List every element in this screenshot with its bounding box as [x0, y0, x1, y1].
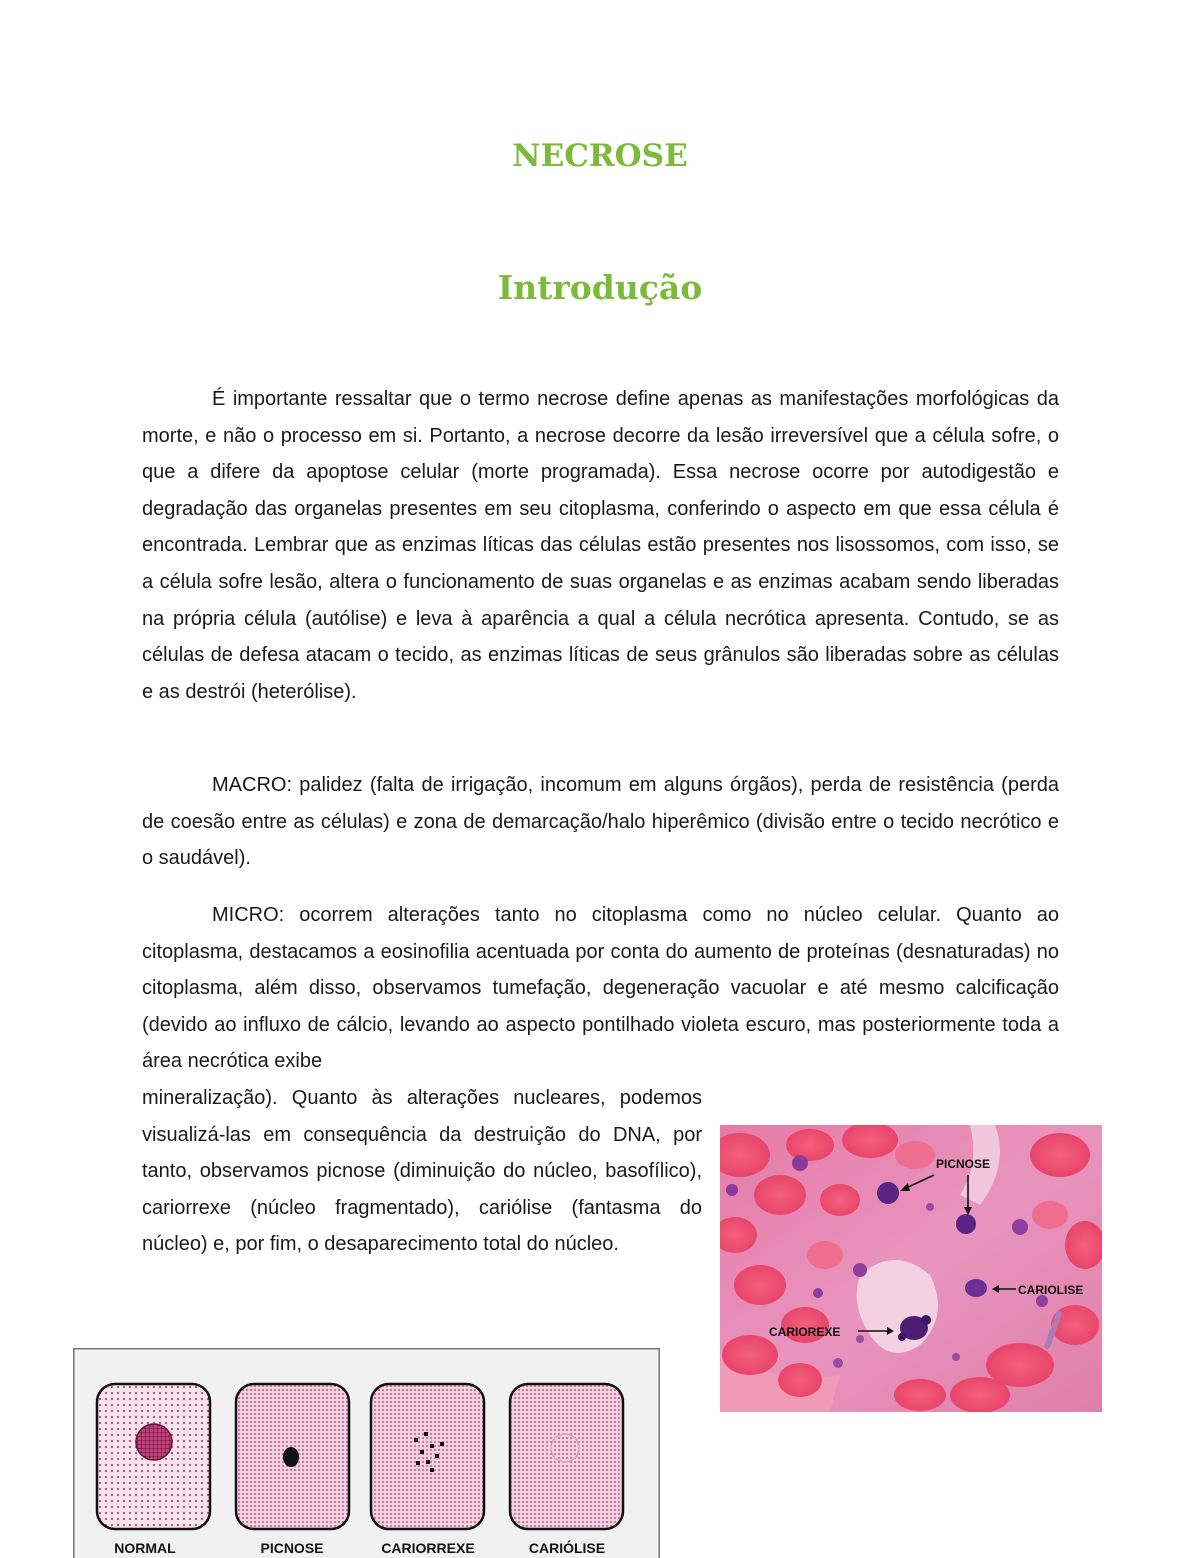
- page-title: NECROSE: [0, 138, 1200, 174]
- micro-continued-text: mineralização). Quanto às alterações nucleares, podemos visualizá-las em consequência da destruição do DNA, por tanto, observamos picnose (diminuição do núcleo, basofílico), cariorrexe (núcleo fragmentado), cariólise (fantasma do núcleo) e, por fim, o desaparecimento total do núcleo.: [142, 1087, 702, 1255]
- diagram-label-cariolise: CARIÓLISE: [529, 1539, 605, 1556]
- nuclear-changes-diagram: [73, 1348, 660, 1558]
- cariorrexe-cell: [371, 1384, 484, 1529]
- micro-paragraph-continued: [142, 1080, 702, 1263]
- cariolise-cell: [510, 1384, 623, 1529]
- diagram-label-picnose: PICNOSE: [260, 1540, 323, 1556]
- picnose-cell: [236, 1384, 349, 1529]
- intro-text: É importante ressaltar que o termo necrose define apenas as manifestações morfológicas da morte, e não o processo em si. Portanto, a necrose decorre da lesão irreversível que a célula sofre, o que a difere da apoptose celular (morte programada). Essa necrose ocorre por autodigestão e degradação das organelas presentes em seu citoplasma, conferindo o aspecto em que essa célula é encontrada. Lembrar que as enzimas líticas das células estão presentes nos lisossomos, com isso, se a célula sofre lesão, altera o funcionamento de suas organelas e as enzimas acabam sendo liberadas na própria célula (autólise) e leva à aparência a qual a célula necrótica apresenta. Contudo, se as células de defesa atacam o tecido, as enzimas líticas de seus grânulos são liberadas sobre as células e as destrói (heterólise).: [142, 388, 1059, 703]
- cariolise-label: CARIOLISE: [1018, 1283, 1083, 1297]
- section-heading: Introdução: [0, 268, 1200, 307]
- macro-text: MACRO: palidez (falta de irrigação, incomum em alguns órgãos), perda de resistência (perda de coesão entre as células) e zona de demarcação/halo hiperêmico (divisão entre o tecido necrótico e o saudável).: [142, 774, 1059, 869]
- normal-cell: [97, 1384, 210, 1529]
- diagram-label-cariorrexe: CARIORREXE: [381, 1540, 474, 1556]
- necrosis-micrograph: [720, 1125, 1102, 1412]
- micro-paragraph: [142, 897, 1059, 1080]
- diagram-label-normal: NORMAL: [114, 1540, 176, 1556]
- intro-paragraph: [142, 381, 1059, 710]
- micro-text: MICRO: ocorrem alterações tanto no citoplasma como no núcleo celular. Quanto ao citoplasma, destacamos a eosinofilia acentuada por conta do aumento de proteínas (desnaturadas) no citoplasma, além disso, observamos tumefação, degeneração vacuolar e até mesmo calcificação (devido ao influxo de cálcio, levando ao aspecto pontilhado violeta escuro, mas posteriormente toda a área necrótica exibe: [142, 904, 1059, 1072]
- cariorexe-label: CARIOREXE: [769, 1325, 840, 1339]
- picnose-label: PICNOSE: [936, 1157, 990, 1171]
- macro-paragraph: [142, 767, 1059, 877]
